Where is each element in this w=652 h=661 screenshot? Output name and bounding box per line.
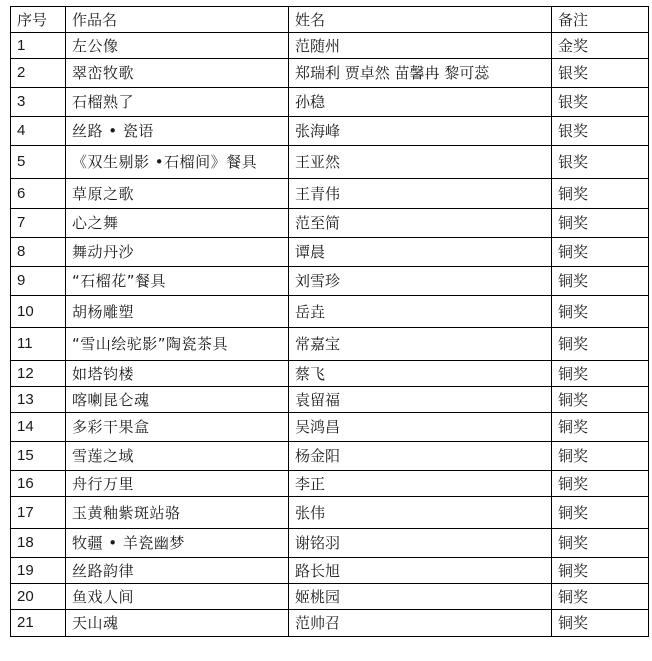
table-row (11, 179, 649, 209)
cell-work: 喀喇昆仑魂 (66, 387, 289, 413)
cell-work: 鱼戏人间 (66, 584, 289, 610)
cell-note: 铜奖 (552, 328, 649, 361)
cell-name: 张海峰 (289, 117, 552, 146)
cell-name: 谢铭羽 (289, 529, 552, 558)
cell-note: 铜奖 (552, 497, 649, 529)
cell-no: 6 (11, 179, 66, 209)
cell-note: 铜奖 (552, 610, 649, 637)
table-row (11, 584, 649, 610)
cell-note: 铜奖 (552, 584, 649, 610)
cell-work: 牧疆 • 羊瓷幽梦 (66, 529, 289, 558)
cell-work: 舞动丹沙 (66, 238, 289, 267)
cell-note: 铜奖 (552, 558, 649, 584)
table-row (11, 117, 649, 146)
table-row (11, 146, 649, 179)
cell-note: 铜奖 (552, 179, 649, 209)
cell-name: 张伟 (289, 497, 552, 529)
cell-note: 银奖 (552, 146, 649, 179)
cell-note: 铜奖 (552, 361, 649, 387)
cell-work: 丝路韵律 (66, 558, 289, 584)
cell-work: 石榴熟了 (66, 88, 289, 117)
table-row (11, 558, 649, 584)
awards-table (10, 6, 649, 637)
header-no: 序号 (11, 7, 66, 33)
cell-no: 7 (11, 209, 66, 238)
cell-name: 范随州 (289, 33, 552, 59)
cell-note: 铜奖 (552, 238, 649, 267)
cell-name: 袁留福 (289, 387, 552, 413)
cell-note: 铜奖 (552, 442, 649, 471)
cell-note: 银奖 (552, 59, 649, 88)
cell-no: 21 (11, 610, 66, 637)
cell-no: 12 (11, 361, 66, 387)
cell-no: 4 (11, 117, 66, 146)
table-row (11, 33, 649, 59)
header-work: 作品名 (66, 7, 289, 33)
cell-work: 如塔钧楼 (66, 361, 289, 387)
table-row (11, 296, 649, 328)
cell-no: 3 (11, 88, 66, 117)
table-row (11, 610, 649, 637)
cell-name: 蔡飞 (289, 361, 552, 387)
cell-name: 王亚然 (289, 146, 552, 179)
cell-no: 15 (11, 442, 66, 471)
cell-work: 翠峦牧歌 (66, 59, 289, 88)
cell-no: 17 (11, 497, 66, 529)
cell-work: 胡杨雕塑 (66, 296, 289, 328)
header-note: 备注 (552, 7, 649, 33)
cell-name: 范至简 (289, 209, 552, 238)
table-row (11, 88, 649, 117)
cell-name: 岳垚 (289, 296, 552, 328)
header-row (11, 7, 649, 33)
cell-note: 铜奖 (552, 413, 649, 442)
cell-name: 谭晨 (289, 238, 552, 267)
cell-no: 11 (11, 328, 66, 361)
table-row (11, 209, 649, 238)
cell-work: 多彩干果盒 (66, 413, 289, 442)
table-row (11, 387, 649, 413)
table-row (11, 497, 649, 529)
cell-work: 舟行万里 (66, 471, 289, 497)
cell-note: 金奖 (552, 33, 649, 59)
table-row (11, 529, 649, 558)
table-row (11, 361, 649, 387)
cell-no: 16 (11, 471, 66, 497)
table-row (11, 267, 649, 296)
cell-no: 9 (11, 267, 66, 296)
table-row (11, 59, 649, 88)
cell-no: 2 (11, 59, 66, 88)
cell-note: 铜奖 (552, 387, 649, 413)
cell-name: 李正 (289, 471, 552, 497)
cell-name: 常嘉宝 (289, 328, 552, 361)
cell-no: 18 (11, 529, 66, 558)
table-row (11, 238, 649, 267)
cell-name: 吴鸿昌 (289, 413, 552, 442)
cell-no: 20 (11, 584, 66, 610)
cell-work: “石榴花”餐具 (66, 267, 289, 296)
table-row (11, 328, 649, 361)
cell-note: 银奖 (552, 117, 649, 146)
cell-work: 雪莲之域 (66, 442, 289, 471)
cell-name: 范帅召 (289, 610, 552, 637)
cell-work: 左公像 (66, 33, 289, 59)
cell-work: 天山魂 (66, 610, 289, 637)
cell-no: 10 (11, 296, 66, 328)
cell-work: 心之舞 (66, 209, 289, 238)
cell-work: 丝路 • 瓷语 (66, 117, 289, 146)
header-name: 姓名 (289, 7, 552, 33)
cell-name: 郑瑞利 贾卓然 苗馨冉 黎可蕊 (289, 59, 552, 88)
cell-no: 5 (11, 146, 66, 179)
cell-work: “雪山绘驼影”陶瓷茶具 (66, 328, 289, 361)
cell-no: 19 (11, 558, 66, 584)
table-row (11, 442, 649, 471)
cell-name: 杨金阳 (289, 442, 552, 471)
cell-name: 路长旭 (289, 558, 552, 584)
cell-name: 孙稳 (289, 88, 552, 117)
cell-note: 铜奖 (552, 267, 649, 296)
table-row (11, 413, 649, 442)
cell-work: 草原之歌 (66, 179, 289, 209)
cell-note: 银奖 (552, 88, 649, 117)
cell-no: 8 (11, 238, 66, 267)
cell-note: 铜奖 (552, 529, 649, 558)
cell-no: 14 (11, 413, 66, 442)
cell-no: 1 (11, 33, 66, 59)
cell-work: 《双生剔影 •石榴间》餐具 (66, 146, 289, 179)
cell-name: 姬桃园 (289, 584, 552, 610)
cell-note: 铜奖 (552, 471, 649, 497)
cell-name: 刘雪珍 (289, 267, 552, 296)
cell-note: 铜奖 (552, 209, 649, 238)
cell-work: 玉黄釉紫斑站骆 (66, 497, 289, 529)
cell-no: 13 (11, 387, 66, 413)
table-body (11, 33, 649, 637)
cell-name: 王青伟 (289, 179, 552, 209)
table-row (11, 471, 649, 497)
cell-note: 铜奖 (552, 296, 649, 328)
